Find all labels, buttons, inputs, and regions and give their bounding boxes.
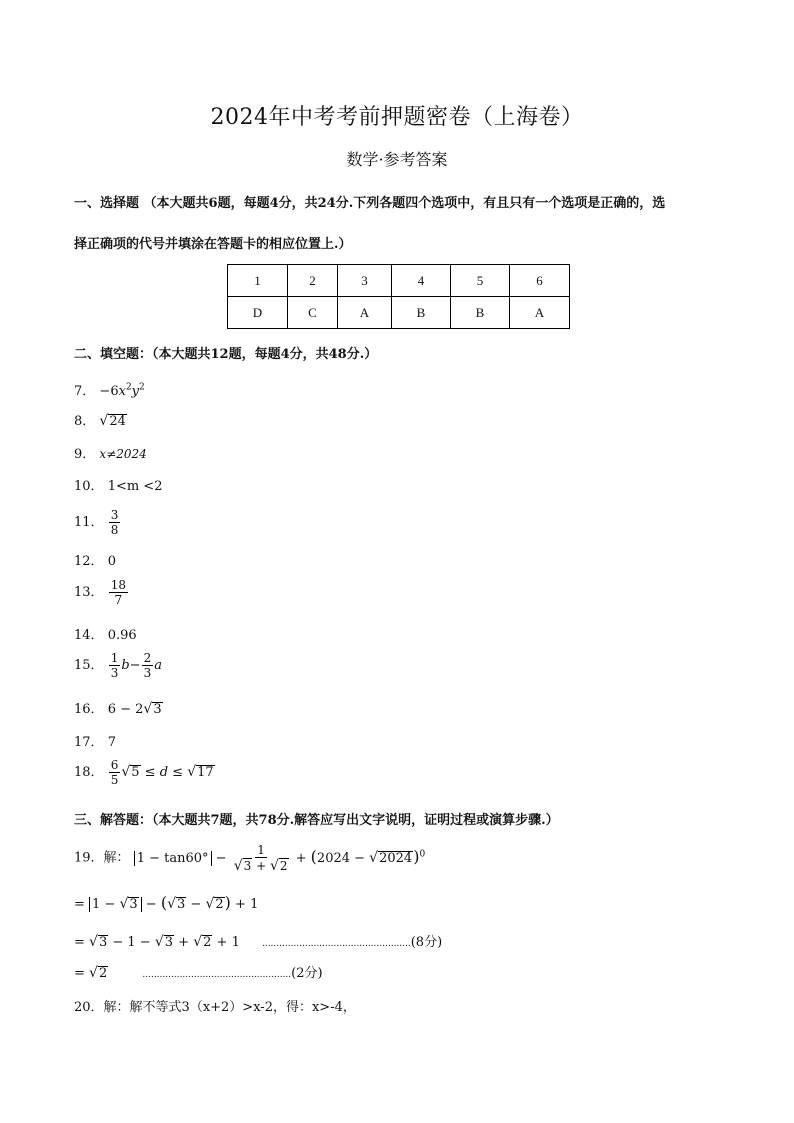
answer-10 xyxy=(74,475,162,494)
q19-expression xyxy=(74,843,425,873)
answer-text: 1<m <2 xyxy=(107,479,163,494)
formula: 1 − tan60° − 1 √ 3 + √ 2 + (2024 − √ 2024 )$^0$ xyxy=(134,851,425,866)
answer-12 xyxy=(74,550,116,569)
table-cell: D xyxy=(228,297,288,329)
table-cell: 6 xyxy=(510,265,570,297)
table-cell: 2 xyxy=(288,265,338,297)
q20-text: 20．解：解不等式3（x+2）>x-2，得：x>-4， xyxy=(74,1000,356,1015)
section3-heading: 三、解答题：（本大题共7题，共78分.解答应写出文字说明，证明过程或演算步骤.） xyxy=(74,813,559,828)
question-number: 10． xyxy=(74,479,104,494)
answer-7 xyxy=(74,380,145,399)
fraction: $\frac{18}{7}$ xyxy=(110,578,126,607)
question-number: 13． xyxy=(74,585,104,600)
answer-9 xyxy=(74,443,147,462)
answer-text: 0 xyxy=(107,554,116,569)
question-label: 19．解： xyxy=(74,850,130,866)
question-number: 16． xyxy=(74,702,104,717)
q19-step2: = √ 3 − 1 − √ 3 + √ 2 + 1 ....................................................(8分) xyxy=(74,934,443,950)
table-cell: 1 xyxy=(228,265,288,297)
question-number: 14． xyxy=(74,628,104,643)
score-label: (8分) xyxy=(410,935,443,950)
question-number: 18． xyxy=(74,765,104,780)
question-number: 7． xyxy=(74,384,96,399)
question-number: 15． xyxy=(74,658,104,673)
question-number: 12． xyxy=(74,554,104,569)
formula: 6 − 2 √ 3 xyxy=(107,701,162,717)
formula: √ 24 xyxy=(99,413,126,429)
question-number: 9． xyxy=(74,447,96,462)
answer-14 xyxy=(74,624,137,643)
question-number: 8． xyxy=(74,414,96,429)
q19-step3: = √ 2 ....................................................(2分) xyxy=(74,965,323,981)
table-cell: 3 xyxy=(338,265,392,297)
answer-text: x≠2024 xyxy=(99,447,147,461)
table-cell: C xyxy=(288,297,338,329)
fraction: $\frac{3}{8}$ xyxy=(110,508,119,537)
answer-table-answers-row xyxy=(228,297,570,329)
page-subtitle: 数学·参考答案 xyxy=(346,150,448,169)
table-cell: 5 xyxy=(451,265,510,297)
section1-heading-cont: 择正确项的代号并填涂在答题卡的相应位置上.） xyxy=(74,237,352,252)
answer-11 xyxy=(74,508,121,537)
question-number: 17． xyxy=(74,735,104,750)
table-cell: A xyxy=(510,297,570,329)
answer-table-numbers-row xyxy=(228,265,570,297)
answer-text: 7 xyxy=(107,735,116,750)
formula: $-6x^2y^2$ xyxy=(99,382,145,399)
page-title: 2024年中考考前押题密卷（上海卷） xyxy=(210,105,584,130)
section2-heading: 二、填空题：（本大题共12题，每题4分，共48分.） xyxy=(74,347,378,362)
answer-13 xyxy=(74,578,129,607)
answer-table xyxy=(227,264,570,329)
answer-15 xyxy=(74,651,162,680)
table-cell: A xyxy=(338,297,392,329)
answer-16 xyxy=(74,698,163,717)
question-number: 11． xyxy=(74,515,104,530)
q19-step1: = 1 − √ 3 − ( √ 3 − √ 2 ) + 1 xyxy=(74,893,259,912)
table-cell: B xyxy=(451,297,510,329)
answer-18 xyxy=(74,758,215,787)
score-label: (2分) xyxy=(291,966,323,981)
table-cell: B xyxy=(392,297,451,329)
formula: $\frac{1}{3}$ b− $\frac{2}{3}$ a xyxy=(110,651,162,680)
answer-text: 0.96 xyxy=(107,628,137,643)
table-cell: 4 xyxy=(392,265,451,297)
answer-8 xyxy=(74,410,127,429)
answer-17 xyxy=(74,731,116,750)
section1-heading: 一、选择题 （本大题共6题，每题4分，共24分.下列各题四个选项中，有且只有一个选项是正确的，选 xyxy=(74,196,666,211)
formula: $\frac{6}{5}$ √ 5 ≤ d ≤ √ 17 xyxy=(110,758,214,787)
